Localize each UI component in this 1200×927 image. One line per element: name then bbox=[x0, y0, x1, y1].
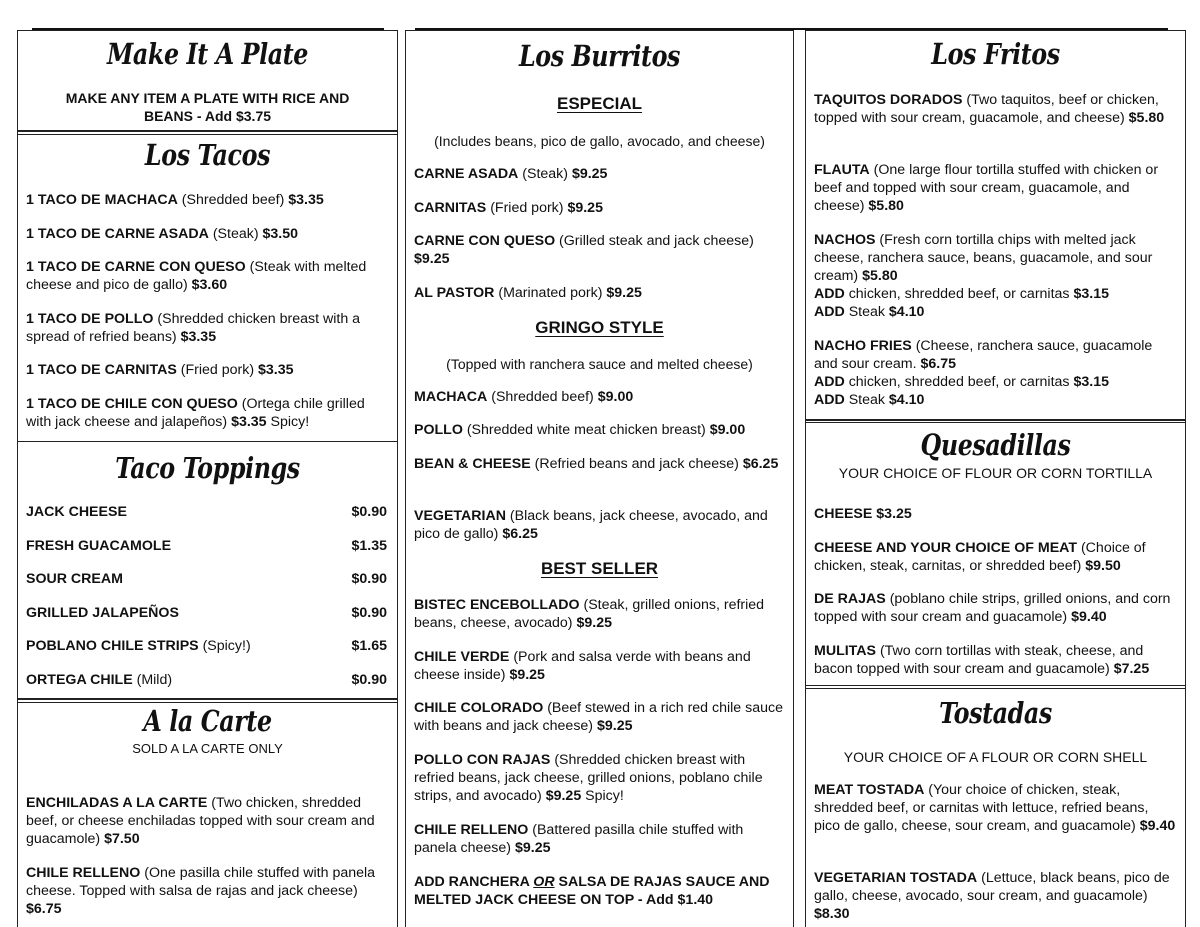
divider bbox=[18, 699, 397, 703]
divider bbox=[806, 419, 1185, 423]
list-item: POLLO CON RAJAS (Shredded chicken breast with refried beans, jack cheese, grilled onions, poblano chile strips, and avocado) $9.25 Spicy! bbox=[414, 752, 763, 804]
list-item: FLAUTA (One large flour tortilla stuffed with chicken or beef and topped with sour cream, guacamole, and cheese) $5.80 bbox=[814, 162, 1159, 214]
alacarte-title: A la Carte bbox=[143, 704, 272, 738]
list-item: FRESH GUACAMOLE $1.35 bbox=[26, 538, 387, 554]
toppings-section bbox=[18, 442, 397, 699]
quesadillas-title: Quesadillas bbox=[920, 428, 1071, 462]
especial-note: (Includes beans, pico de gallo, avocado, and cheese) bbox=[434, 133, 765, 149]
menu-column-right bbox=[805, 30, 1186, 927]
list-item: ENCHILADAS A LA CARTE (Two chicken, shredded beef, or cheese enchiladas topped with sour cream and guacamole) $7.50 bbox=[26, 795, 375, 847]
list-item: DE RAJAS (poblano chile strips, grilled onions, and corn topped with sour cream and guacamole) $9.40 bbox=[814, 591, 1171, 625]
list-item: SOUR CREAM $0.90 bbox=[26, 571, 387, 587]
list-item: VEGETARIAN TOSTADA (Lettuce, black beans, pico de gallo, cheese, avocado, sour cream, and guacamole) $8.30 bbox=[814, 870, 1170, 922]
list-item: CHILE RELLENO (One pasilla chile stuffed with panela cheese. Topped with salsa de rajas and jack cheese) $6.75 bbox=[26, 865, 376, 917]
list-item: ORTEGA CHILE (Mild) $0.90 bbox=[26, 672, 387, 688]
list-item: AL PASTOR (Marinated pork) $9.25 bbox=[414, 285, 642, 301]
gringo-note: (Topped with ranchera sauce and melted cheese) bbox=[446, 356, 753, 372]
list-item: POBLANO CHILE STRIPS (Spicy!) $1.65 bbox=[26, 638, 387, 654]
tostadas-title: Tostadas bbox=[939, 696, 1052, 730]
plate-section bbox=[18, 31, 397, 131]
alacarte-subtitle: SOLD A LA CARTE ONLY bbox=[132, 741, 283, 756]
list-item: 1 TACO DE CHILE CON QUESO (Ortega chile grilled with jack cheese and jalapeños) $3.35 Spicy! bbox=[26, 396, 365, 430]
tostadas-section bbox=[806, 690, 1185, 927]
menu-column-left bbox=[17, 30, 398, 927]
quesadillas-section bbox=[806, 424, 1185, 686]
tacos-title: Los Tacos bbox=[144, 138, 271, 172]
list-item: 1 TACO DE CARNITAS (Fried pork) $3.35 bbox=[26, 362, 294, 378]
list-item: CHEESE $3.25 bbox=[814, 506, 912, 522]
list-item: 1 TACO DE MACHACA (Shredded beef) $3.35 bbox=[26, 192, 324, 208]
list-item: VEGETARIAN (Black beans, jack cheese, avocado, and pico de gallo) $6.25 bbox=[414, 508, 768, 542]
tostadas-subtitle: YOUR CHOICE OF A FLOUR OR CORN SHELL bbox=[843, 749, 1148, 765]
bestseller-heading: BEST SELLER bbox=[540, 559, 659, 578]
list-item: MULITAS (Two corn tortillas with steak, cheese, and bacon topped with sour cream and guacamole) $7.25 bbox=[814, 643, 1150, 677]
quesadillas-subtitle: YOUR CHOICE OF FLOUR OR CORN TORTILLA bbox=[838, 465, 1153, 481]
list-item: 1 TACO DE CARNE CON QUESO (Steak with melted cheese and pico de gallo) $3.60 bbox=[26, 259, 367, 293]
list-item: CHEESE AND YOUR CHOICE OF MEAT (Choice of chicken, steak, carnitas, or shredded beef) $9.50 bbox=[814, 540, 1146, 574]
list-item: POLLO (Shredded white meat chicken breast) $9.00 bbox=[414, 422, 746, 438]
gringo-heading: GRINGO STYLE bbox=[535, 318, 664, 337]
list-item: NACHO FRIES (Cheese, ranchera sauce, guacamole and sour cream. $6.75 ADD chicken, shredded beef, or carnitas $3.15 ADD Steak $4.10 bbox=[814, 338, 1153, 408]
fritos-section bbox=[806, 31, 1185, 421]
list-item: CARNE CON QUESO (Grilled steak and jack cheese) $9.25 bbox=[414, 233, 754, 267]
list-item: CARNITAS (Fried pork) $9.25 bbox=[414, 200, 603, 216]
list-item: CHILE COLORADO (Beef stewed in a rich red chile sauce with beans and jack cheese) $9.25 bbox=[414, 700, 783, 734]
list-item: CHILE VERDE (Pork and salsa verde with beans and cheese inside) $9.25 bbox=[414, 649, 751, 683]
list-item: 1 TACO DE CARNE ASADA (Steak) $3.50 bbox=[26, 226, 299, 242]
list-item: TAQUITOS DORADOS (Two taquitos, beef or chicken, topped with sour cream, guacamole, and cheese) $5.80 bbox=[814, 92, 1165, 126]
burritos-title: Los Burritos bbox=[518, 39, 681, 73]
list-item: 1 TACO DE POLLO (Shredded chicken breast with a spread of refried beans) $3.35 bbox=[26, 311, 361, 345]
menu-column-middle bbox=[405, 30, 794, 927]
divider bbox=[18, 131, 397, 135]
tacos-section bbox=[18, 136, 397, 442]
plate-note: MAKE ANY ITEM A PLATE WITH RICE AND BEANS - Add $3.75 bbox=[65, 90, 350, 124]
list-item: NACHOS (Fresh corn tortilla chips with melted jack cheese, ranchera sauce, beans, guacamole, and sour cream) $5.80 ADD chicken, shredded beef, or carnitas $3.15 ADD Steak $4.10 bbox=[814, 232, 1153, 320]
list-item: BISTEC ENCEBOLLADO (Steak, grilled onions, refried beans, cheese, avocado) $9.25 bbox=[414, 597, 765, 631]
especial-heading: ESPECIAL bbox=[556, 94, 643, 113]
list-item: MEAT TOSTADA (Your choice of chicken, steak, shredded beef, or carnitas with lettuce, refried beans, pico de gallo, cheese, sour cream, and guacamole) $9.40 bbox=[814, 782, 1176, 834]
plate-title: Make It A Plate bbox=[106, 37, 309, 71]
list-item: JACK CHEESE $0.90 bbox=[26, 504, 387, 520]
list-item: CARNE ASADA (Steak) $9.25 bbox=[414, 166, 608, 182]
list-item: GRILLED JALAPEÑOS $0.90 bbox=[26, 605, 387, 621]
list-item: BEAN & CHEESE (Refried beans and jack cheese) $6.25 bbox=[414, 456, 779, 472]
list-item: MACHACA (Shredded beef) $9.00 bbox=[414, 389, 634, 405]
list-item: CHILE RELLENO (Battered pasilla chile stuffed with panela cheese) $9.25 bbox=[414, 822, 744, 856]
addon-note: ADD RANCHERA OR SALSA DE RAJAS SAUCE AND MELTED JACK CHEESE ON TOP - Add $1.40 bbox=[414, 874, 770, 908]
fritos-title: Los Fritos bbox=[931, 37, 1060, 71]
alacarte-section bbox=[18, 704, 397, 927]
divider bbox=[806, 685, 1185, 689]
toppings-title: Taco Toppings bbox=[115, 451, 300, 485]
